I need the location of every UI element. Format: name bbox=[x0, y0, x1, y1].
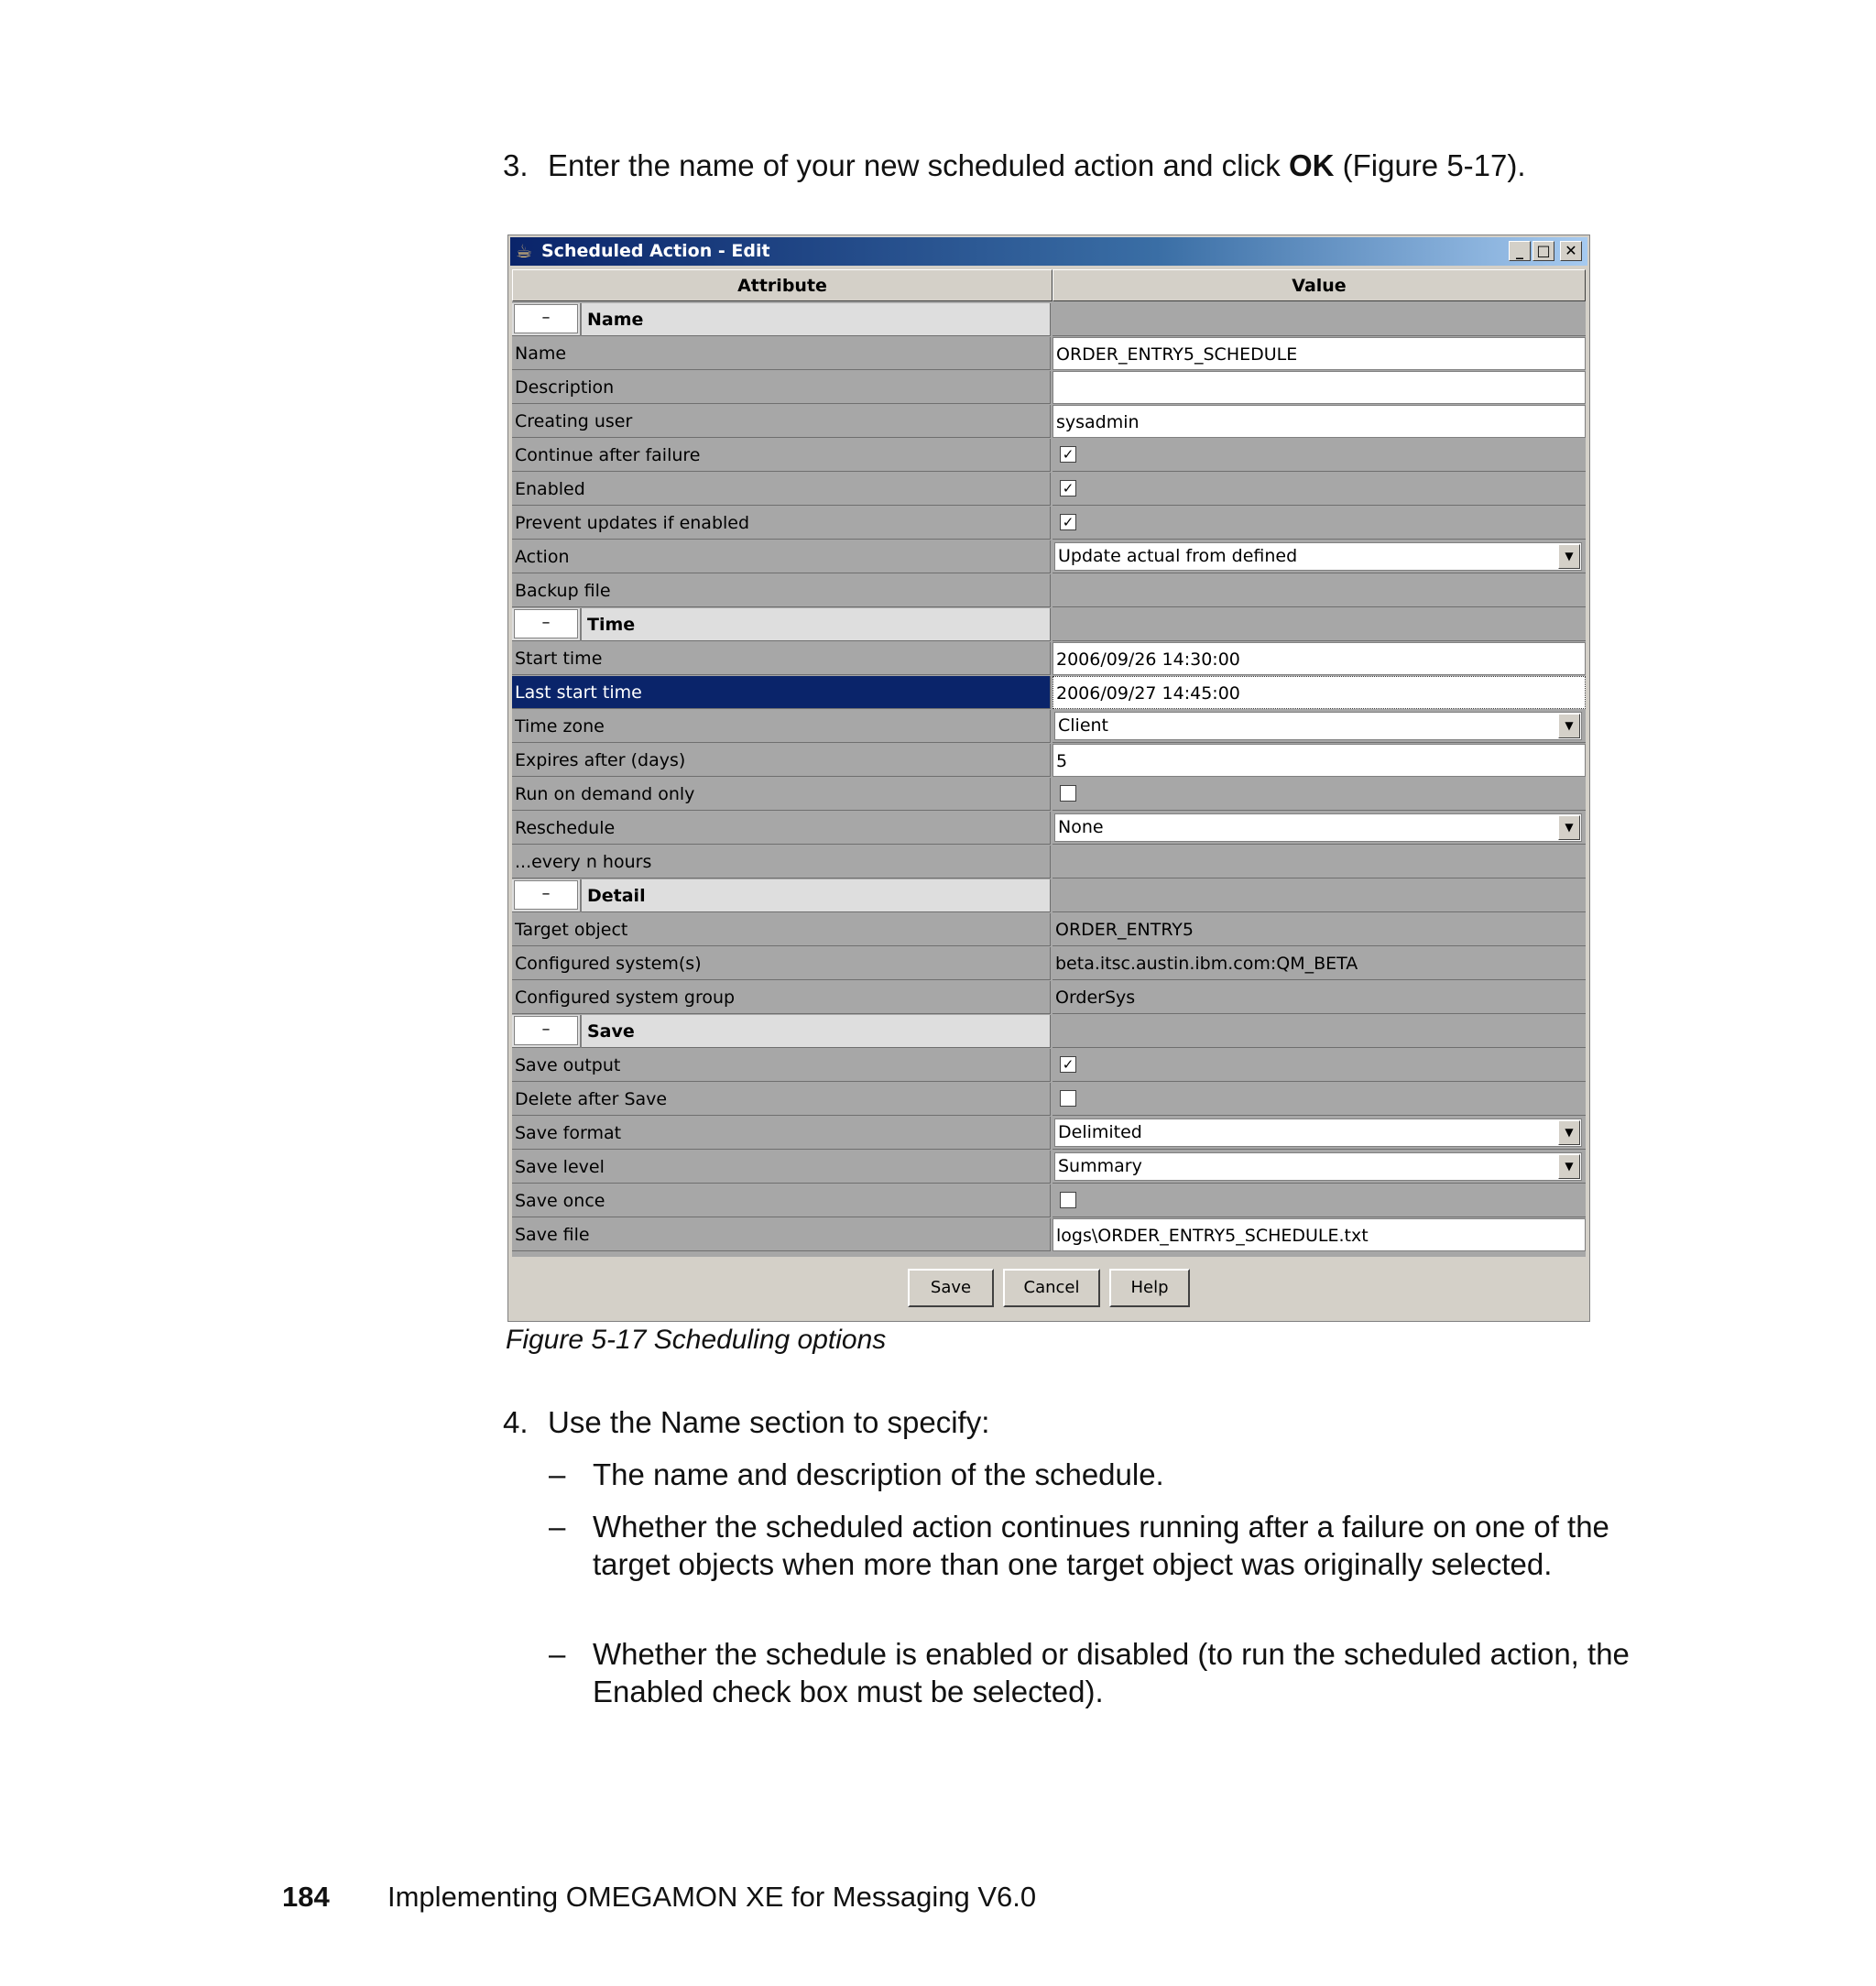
table-row[interactable] bbox=[512, 337, 1586, 371]
checkbox-cell bbox=[1053, 1184, 1586, 1217]
checkbox-cell bbox=[1053, 507, 1586, 540]
section-value-cell bbox=[1053, 608, 1586, 641]
attribute-label: Save output bbox=[512, 1049, 1051, 1082]
table-row[interactable] bbox=[512, 1218, 1586, 1252]
attribute-label: ...every n hours bbox=[512, 846, 1051, 878]
section-header bbox=[512, 303, 1051, 336]
table-row[interactable] bbox=[512, 1049, 1586, 1083]
attribute-label: Time zone bbox=[512, 710, 1051, 743]
value-text: OrderSys bbox=[1053, 981, 1586, 1014]
table-row[interactable] bbox=[512, 1151, 1586, 1184]
attribute-label: Save format bbox=[512, 1117, 1051, 1150]
dropdown-select[interactable] bbox=[1054, 1118, 1582, 1147]
divider bbox=[580, 303, 582, 336]
section-label: Detail bbox=[587, 886, 646, 906]
section-row[interactable] bbox=[512, 303, 1586, 337]
section-value-cell bbox=[1053, 1015, 1586, 1048]
step-number: 3. bbox=[503, 148, 529, 182]
cancel-button[interactable]: Cancel bbox=[1003, 1269, 1100, 1307]
collapse-toggle[interactable]: – bbox=[514, 1016, 578, 1045]
attribute-label: Configured system group bbox=[512, 981, 1051, 1014]
attribute-label: Target object bbox=[512, 913, 1051, 946]
collapse-toggle[interactable]: – bbox=[514, 304, 578, 333]
scheduled-action-dialog bbox=[507, 235, 1590, 1322]
checkbox-cell bbox=[1053, 1049, 1586, 1082]
attribute-grid bbox=[512, 269, 1586, 1257]
checked-checkbox[interactable]: ✓ bbox=[1060, 514, 1076, 530]
value-input[interactable]: ORDER_ENTRY5_SCHEDULE bbox=[1053, 337, 1586, 370]
attribute-label: Start time bbox=[512, 642, 1051, 675]
attribute-label: Configured system(s) bbox=[512, 947, 1051, 980]
section-header bbox=[512, 608, 1051, 641]
table-row[interactable] bbox=[512, 778, 1586, 812]
step-text: Use the Name section to specify: bbox=[548, 1405, 990, 1439]
chevron-down-icon[interactable]: ▼ bbox=[1558, 1120, 1580, 1145]
checkbox-cell bbox=[1053, 778, 1586, 811]
page-number: 184 bbox=[282, 1881, 330, 1913]
maximize-button[interactable]: □ bbox=[1532, 241, 1554, 261]
value-input[interactable]: sysadmin bbox=[1053, 405, 1586, 438]
table-row[interactable] bbox=[512, 947, 1586, 981]
table-row[interactable] bbox=[512, 507, 1586, 540]
table-row[interactable] bbox=[512, 710, 1586, 744]
book-title: Implementing OMEGAMON XE for Messaging V6.0 bbox=[387, 1881, 1037, 1913]
dropdown-cell bbox=[1053, 1151, 1586, 1184]
attribute-label: Reschedule bbox=[512, 812, 1051, 845]
section-label: Name bbox=[587, 310, 644, 330]
dropdown-cell bbox=[1053, 710, 1586, 743]
dropdown-value: Delimited bbox=[1058, 1122, 1142, 1142]
table-row[interactable] bbox=[512, 1083, 1586, 1117]
attribute-label: Continue after failure bbox=[512, 439, 1051, 472]
chevron-down-icon[interactable]: ▼ bbox=[1558, 714, 1580, 738]
table-row[interactable] bbox=[512, 913, 1586, 947]
attribute-label: Save file bbox=[512, 1218, 1051, 1251]
checked-checkbox[interactable]: ✓ bbox=[1060, 480, 1076, 496]
section-row[interactable] bbox=[512, 1015, 1586, 1049]
attribute-label: Delete after Save bbox=[512, 1083, 1051, 1116]
button-bar bbox=[508, 1269, 1589, 1315]
table-row[interactable] bbox=[512, 981, 1586, 1015]
checkbox[interactable] bbox=[1060, 1192, 1076, 1208]
checkbox-cell bbox=[1053, 439, 1586, 472]
attribute-label: Last start time bbox=[512, 676, 1051, 709]
table-row[interactable] bbox=[512, 371, 1586, 405]
value-input[interactable]: 5 bbox=[1053, 744, 1586, 777]
table-row[interactable] bbox=[512, 642, 1586, 676]
section-label: Time bbox=[587, 615, 636, 635]
attribute-label: Expires after (days) bbox=[512, 744, 1051, 777]
attribute-label: Save once bbox=[512, 1184, 1051, 1217]
attribute-label: Prevent updates if enabled bbox=[512, 507, 1051, 540]
help-button[interactable]: Help bbox=[1109, 1269, 1190, 1307]
table-row[interactable] bbox=[512, 405, 1586, 439]
chevron-down-icon[interactable]: ▼ bbox=[1558, 544, 1580, 569]
dropdown-select[interactable] bbox=[1054, 712, 1582, 740]
attribute-label: Action bbox=[512, 540, 1051, 573]
table-row[interactable] bbox=[512, 439, 1586, 473]
minimize-button[interactable]: _ bbox=[1509, 241, 1531, 261]
checked-checkbox[interactable]: ✓ bbox=[1060, 446, 1076, 463]
collapse-toggle[interactable]: – bbox=[514, 880, 578, 910]
table-row[interactable] bbox=[512, 846, 1586, 879]
java-icon: ☕ bbox=[516, 240, 532, 262]
chevron-down-icon[interactable]: ▼ bbox=[1558, 815, 1580, 840]
bullet-dash: – bbox=[549, 1510, 566, 1544]
title-bar[interactable] bbox=[510, 237, 1587, 266]
figure-caption: Figure 5-17 Scheduling options bbox=[506, 1325, 887, 1355]
collapse-toggle[interactable]: – bbox=[514, 609, 578, 638]
value-input[interactable] bbox=[1053, 371, 1586, 404]
dropdown-value: None bbox=[1058, 817, 1104, 837]
chevron-down-icon[interactable]: ▼ bbox=[1558, 1154, 1580, 1179]
divider bbox=[580, 1015, 582, 1048]
value-text: beta.itsc.austin.ibm.com:QM_BETA bbox=[1053, 947, 1586, 980]
dropdown-cell bbox=[1053, 540, 1586, 573]
attribute-label: Description bbox=[512, 371, 1051, 404]
value-text: ORDER_ENTRY5 bbox=[1053, 913, 1586, 946]
dropdown-value: Client bbox=[1058, 715, 1109, 736]
attribute-label: Backup file bbox=[512, 574, 1051, 607]
table-row[interactable] bbox=[512, 812, 1586, 846]
checkbox-cell bbox=[1053, 1083, 1586, 1116]
step-text: Enter the name of your new scheduled action and click OK (Figure 5-17). bbox=[548, 148, 1526, 182]
attribute-label: Name bbox=[512, 337, 1051, 370]
close-button[interactable]: ✕ bbox=[1560, 241, 1582, 261]
table-row[interactable] bbox=[512, 574, 1586, 608]
attribute-label: Run on demand only bbox=[512, 778, 1051, 811]
table-row[interactable] bbox=[512, 676, 1586, 710]
dropdown-select[interactable] bbox=[1054, 542, 1582, 571]
value-input[interactable]: logs\ORDER_ENTRY5_SCHEDULE.txt bbox=[1053, 1218, 1586, 1251]
table-row[interactable] bbox=[512, 1184, 1586, 1218]
window-title: Scheduled Action - Edit bbox=[541, 241, 770, 261]
value-text bbox=[1053, 574, 1586, 607]
section-label: Save bbox=[587, 1021, 635, 1042]
step-number: 4. bbox=[503, 1405, 529, 1439]
bullet-dash: – bbox=[549, 1637, 566, 1671]
checkbox-cell bbox=[1053, 473, 1586, 506]
checkbox[interactable] bbox=[1060, 785, 1076, 802]
table-row[interactable] bbox=[512, 1117, 1586, 1151]
bullet-text: The name and description of the schedule. bbox=[593, 1457, 1164, 1491]
dropdown-select[interactable] bbox=[1054, 1152, 1582, 1181]
value-text bbox=[1053, 846, 1586, 878]
section-value-cell bbox=[1053, 879, 1586, 912]
bullet-text: Whether the scheduled action continues running after a failure on one of the target objects when more than one target object was originally selected. bbox=[593, 1510, 1609, 1581]
bullet-text: Whether the schedule is enabled or disabled (to run the scheduled action, the Enabled check box must be selected). bbox=[593, 1637, 1630, 1708]
ok-emphasis: OK bbox=[1288, 148, 1335, 182]
value-input[interactable]: 2006/09/26 14:30:00 bbox=[1053, 642, 1586, 675]
section-row[interactable] bbox=[512, 879, 1586, 913]
attribute-column-header[interactable]: Attribute bbox=[512, 269, 1053, 301]
table-row[interactable] bbox=[512, 744, 1586, 778]
attribute-label: Enabled bbox=[512, 473, 1051, 506]
section-header bbox=[512, 1015, 1051, 1048]
dropdown-cell bbox=[1053, 812, 1586, 845]
attribute-label: Save level bbox=[512, 1151, 1051, 1184]
table-row[interactable] bbox=[512, 540, 1586, 574]
dropdown-value: Update actual from defined bbox=[1058, 546, 1298, 566]
divider bbox=[580, 879, 582, 912]
grid-header bbox=[512, 269, 1586, 301]
dropdown-value: Summary bbox=[1058, 1156, 1142, 1176]
dropdown-select[interactable] bbox=[1054, 813, 1582, 842]
attribute-label: Creating user bbox=[512, 405, 1051, 438]
checked-checkbox[interactable]: ✓ bbox=[1060, 1056, 1076, 1073]
dropdown-cell bbox=[1053, 1117, 1586, 1150]
section-row[interactable] bbox=[512, 608, 1586, 642]
save-button[interactable]: Save bbox=[908, 1269, 994, 1307]
divider bbox=[580, 608, 582, 641]
section-header bbox=[512, 879, 1051, 912]
checkbox[interactable] bbox=[1060, 1090, 1076, 1107]
table-row[interactable] bbox=[512, 473, 1586, 507]
value-column-header[interactable]: Value bbox=[1053, 269, 1586, 301]
value-input[interactable]: 2006/09/27 14:45:00 bbox=[1053, 676, 1586, 709]
bullet-dash: – bbox=[549, 1457, 566, 1491]
section-value-cell bbox=[1053, 303, 1586, 336]
